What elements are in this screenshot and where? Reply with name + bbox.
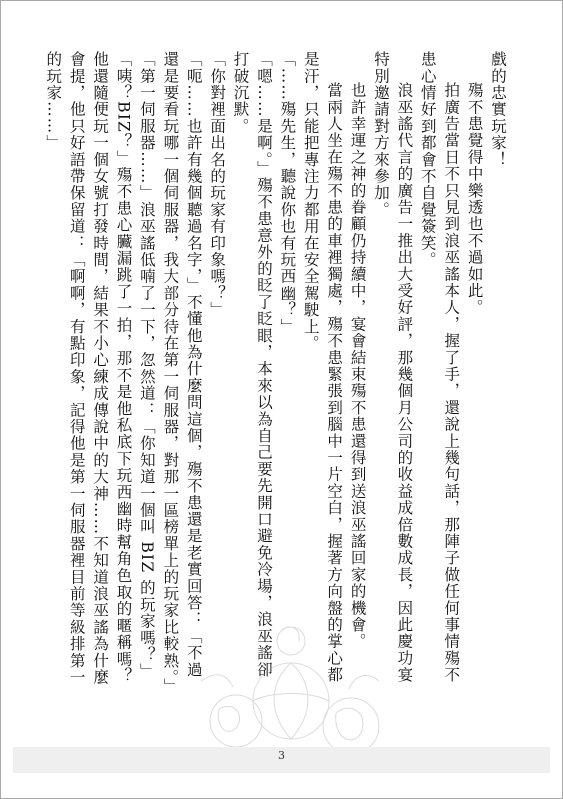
paragraph: 「呃……也許有幾個聽過名字，」不懂他為什麼問這個，殤不患還是老實回答：「不過還是要看玩哪一個伺服器，我大部分待在第一伺服器，對那一區榜單上的玩家比較熟。」: [161, 51, 203, 695]
paragraph: 「第一伺服器……」浪巫謠低喃了一下，忽然道：「你知道一個叫 BIZ 的玩家嗎？」: [137, 51, 156, 680]
paragraph: 也許幸運之神的眷顧仍持續中，宴會結束殤不患還得到送浪巫謠回家的機會。: [348, 82, 367, 650]
paragraph: 戲的忠實玩家！: [489, 51, 507, 168]
page-number: 3: [278, 749, 285, 762]
paragraph: 「……殤先生，聽說你也有玩西幽？」: [278, 51, 297, 335]
paragraph: 浪巫謠代言的廣告一推出大受好評，那幾個月公司的收益成倍數成長，因此慶功宴特別邀請對方來參加。: [371, 51, 414, 684]
paragraph: 「嗯……是啊。」殤不患意外的眨了眨眼，本來以為自己要先開口避免冷場，浪巫謠卻打破沉默。: [231, 51, 273, 678]
paragraph: 當兩人坐在殤不患的車裡獨處，殤不患緊張到腦中一片空白，握著方向盤的掌心都是汗，只能把專注力都用在安全駕駛上。: [301, 51, 344, 684]
paragraph: 「你對裡面出名的玩家有印象嗎？」: [208, 51, 227, 319]
paragraph: 殤不患覺得中樂透也不過如此。: [465, 82, 484, 316]
vertical-text-block: [44, 51, 509, 695]
paragraph: 拍廣告當日不只見到浪巫謠本人，握了手，還說上幾句話，那陣子做任何事情殤不患心情好到都會不自覺簽笑。: [418, 51, 461, 684]
paragraph: 「咦？BIZ？」殤不患心臟漏跳了一拍，那不是他私底下玩西幽時幫角色取的暱稱嗎？他還隨便玩一個女號打發時間，結果不小心練成傳說中的大神……不知道浪巫謠為什麼會提，他只好語帶保留道：「啊啊，有點印象，記得他是第一伺服器裡目前等級排第一的玩家……」: [44, 51, 133, 686]
